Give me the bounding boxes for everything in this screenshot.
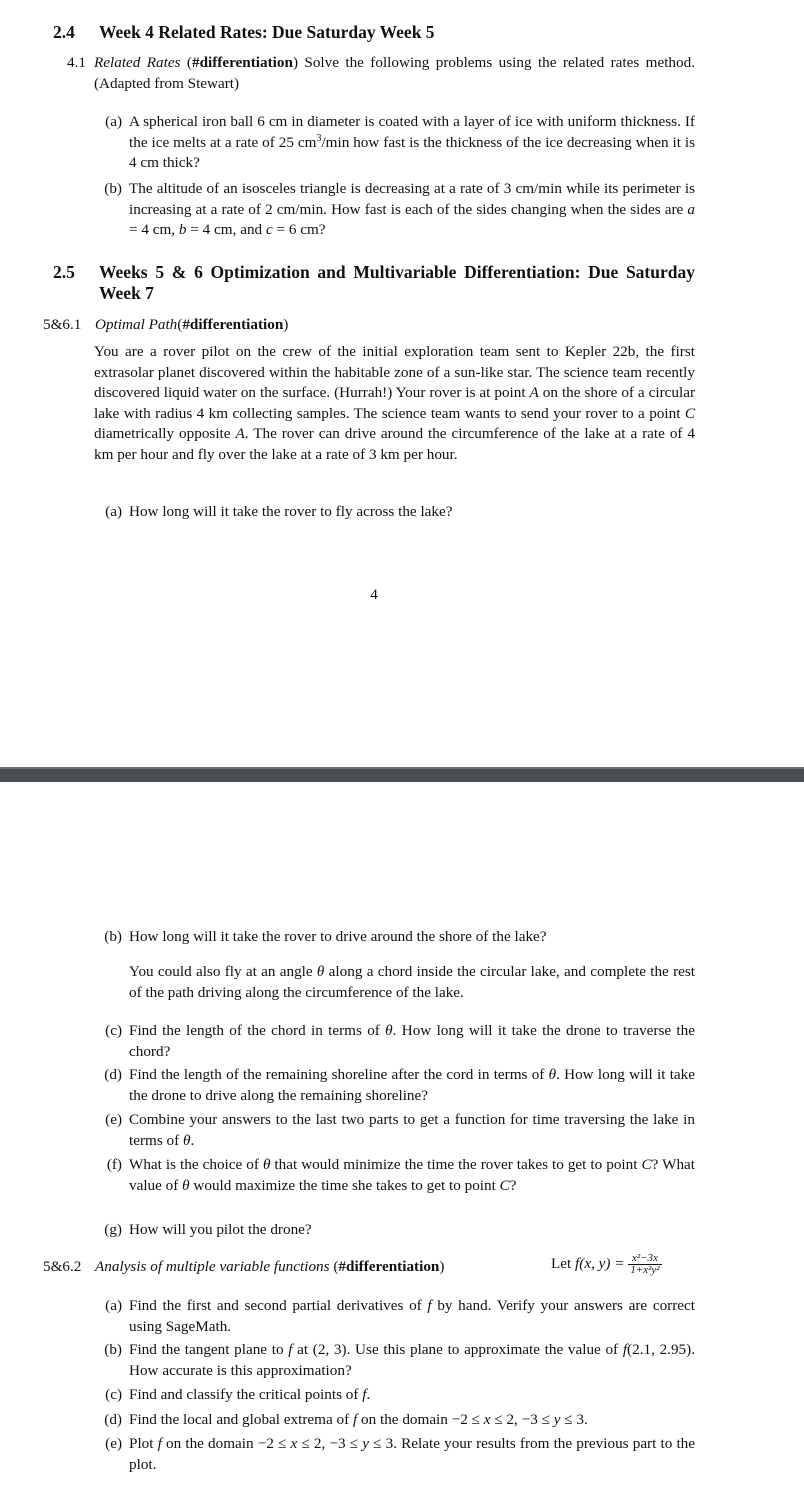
item-4-1-a-label: (a) [105,113,122,130]
item-5-6-1-b-text: How long will it take the rover to drive around the shore of the lake? [129,928,547,945]
item-5-6-2-a-text: Find the first and second partial derivatives of f by hand. Verify your answers are correct using SageMath. [129,1297,695,1335]
item-5-6-1-d-label: (d) [104,1066,122,1083]
function-fraction: $\frac{\text{x²−3x}}{\text{1+x²y²}}$ [630,1252,660,1276]
problem-5-6-2-heading: Analysis of multiple variable functions (#differentiation) [95,1258,445,1275]
page-number: 4 [370,586,378,603]
item-5-6-2-e-text: Plot f on the domain −2 ≤ x ≤ 2, −3 ≤ y ≤ 3. Relate your results from the previous part to the plot. [129,1435,695,1473]
item-5-6-2-d-label: (d) [104,1411,122,1428]
item-4-1-b-text: The altitude of an isosceles triangle is decreasing at a rate of 3 cm/min while its perimeter is increasing at a rate of 2 cm/min. How fast is each of the sides changing when the sides are a = 4 cm, b = 4 cm, and c = 6 cm? [129,180,695,238]
item-5-6-1-a-label: (a) [105,503,122,520]
section-2-4-number: 2.4 [53,22,75,42]
problem-4-1-tag: #differentiation [191,54,293,71]
item-5-6-2-a-label: (a) [105,1297,122,1314]
problem-5-6-2-function-definition: Let f(x, y) = $\frac{\text{x²−3x}}{\text{1+x²y²}}$ [551,1252,660,1276]
page-separator [0,767,804,782]
section-2-5-title: Weeks 5 & 6 Optimization and Multivariable Differentiation: Due Saturday Week 7 [99,262,695,303]
problem-5-6-1-number: 5&6.1 [43,316,82,333]
problem-5-6-2-tag: #differentiation [338,1258,440,1275]
item-4-1-b-label: (b) [104,180,122,197]
problem-5-6-2-number: 5&6.2 [43,1258,82,1275]
item-5-6-2-c-label: (c) [105,1386,122,1403]
section-2-5-number: 2.5 [53,262,75,282]
item-4-1-a-text: A spherical iron ball 6 cm in diameter is coated with a layer of ice with uniform thickness. If the ice melts at a rate of 25 $cm^3/\min$ how fast is the thickness of the ice decreasing when it is 4 cm thick? [129,113,695,171]
item-5-6-1-f-label: (f) [106,1156,122,1173]
item-5-6-1-b-label: (b) [104,928,122,945]
item-5-6-1-g-text: How will you pilot the drone? [129,1221,312,1238]
problem-5-6-1-tag: #differentiation [182,316,284,333]
item-5-6-1-d-text: Find the length of the remaining shoreline after the cord in terms of θ. How long will it take the drone to drive along the remaining shoreline? [129,1066,695,1104]
problem-5-6-1-body: You are a rover pilot on the crew of the initial exploration team sent to Kepler 22b, the first extrasolar planet discovered within the habitable zone of a sun-like star. The science team recently discovered liquid water on the surface. (Hurrah!) Your rover is at point A on the shore of a circular lake with radius 4 km collecting samples. The science team wants to send your rover to a point C diametrically opposite A. The rover can drive around the circumference of the lake at a rate of 4 km per hour and fly over the lake at a rate of 3 km per hour. [94,343,696,463]
item-5-6-2-b-label: (b) [104,1341,122,1358]
problem-4-1-topic: Related Rates [94,54,181,71]
item-5-6-2-b-text: Find the tangent plane to f at (2, 3). Use this plane to approximate the value of f(2.1, 2.95). How accurate is this approximation? [129,1341,696,1379]
problem-4-1-number: 4.1 [67,54,86,71]
section-2-4-title: Week 4 Related Rates: Due Saturday Week 5 [99,22,435,42]
problem-5-6-1-heading: Optimal Path(#differentiation) [95,316,289,333]
item-5-6-1-c-label: (c) [105,1022,122,1039]
item-5-6-1-g-label: (g) [104,1221,122,1238]
item-5-6-1-e-label: (e) [105,1111,122,1128]
chord-aside-text: You could also fly at an angle θ along a chord inside the circular lake, and complete the rest of the path driving along the circumference of the lake. [129,963,695,1001]
item-5-6-1-a-text: How long will it take the rover to fly across the lake? [129,503,453,520]
problem-4-1-intro: Related Rates (#differentiation) Solve the following problems using the related rates method. (Adapted from Stewart) [94,54,695,92]
item-5-6-1-e-text: Combine your answers to the last two parts to get a function for time traversing the lake in terms of θ. [129,1111,695,1149]
item-5-6-2-e-label: (e) [105,1435,122,1452]
item-5-6-1-c-text: Find the length of the chord in terms of θ. How long will it take the drone to traverse the chord? [129,1022,695,1060]
item-5-6-2-d-text: Find the local and global extrema of f on the domain −2 ≤ x ≤ 2, −3 ≤ y ≤ 3. [129,1411,588,1428]
item-5-6-2-c-text: Find and classify the critical points of f. [129,1386,371,1403]
item-5-6-1-f-text: What is the choice of θ that would minimize the time the rover takes to get to point C? What value of θ would maximize the time she takes to get to point C? [129,1156,695,1194]
